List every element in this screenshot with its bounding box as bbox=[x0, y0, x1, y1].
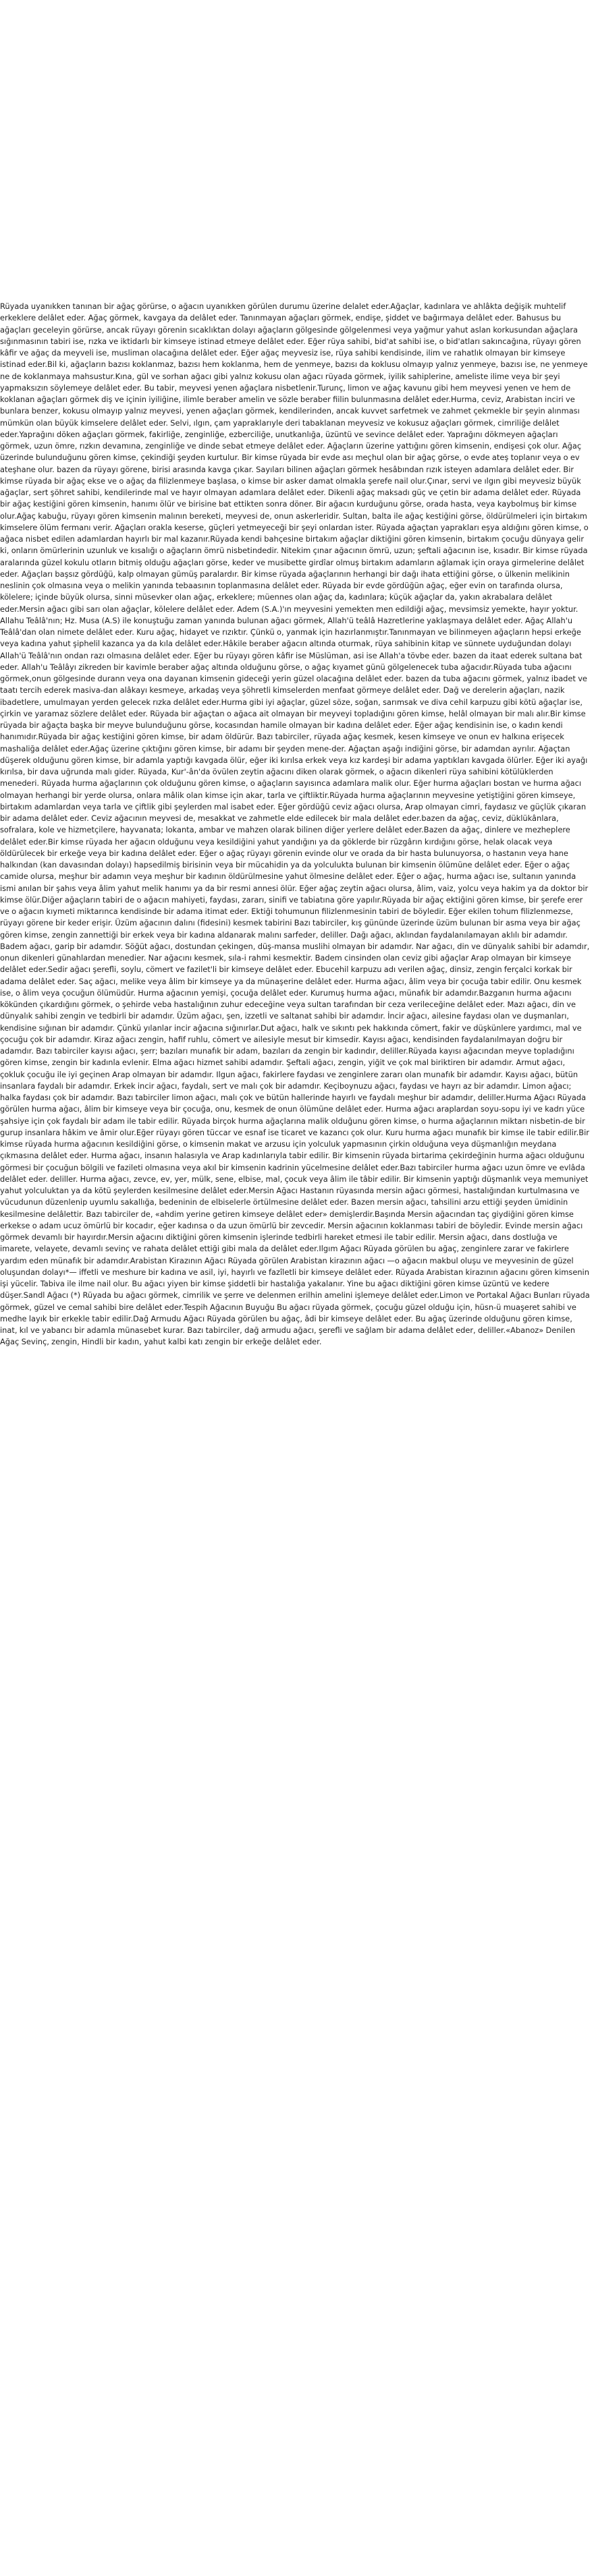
dream-interpretation-article: Rüyada uyanıkken tanınan bir ağaç görürse, o ağacın uyanıkken görülen durumu üzerine delalet eder.Ağaçlar, kadınlara ve ahlâkta değişik muhtelif erkeklere delâlet eder. Ağaç görmek, kavgaya da delâlet eder. Tanınmayan ağaçları görmek, endişe, şiddet ve bağırmaya delâlet eder. Bahusus bu ağaçları geceleyin görürse, ancak rüyayı görenin sıcaklıktan dolayı ağaçların gölgesinde gölgelenmesi veya yağmur yahut aslan korkusundan ağaçlara sığınmasının tabiri ise, rızka ve iktidarlı bir kimseye istinad etmeye delâlet eder. Eğer rüya sahibi, bid'at sahibi ise, o bid'atları sakıncağına, rüyayı gören kâfir ve ağaç da meyveli ise, musliman olacağına delâlet eder. Eğer ağaç meyvesiz ise, rüya sahibi kendisinde, ilim ve rahatlık olmayan bir kimseye istinad eder.Bil ki, ağaçların bazısı koklanmaz, bazısı hem koklanma, hem de yenmeye, bazısı da koklusu olmayıp yalnız yenmeye, bazısı ise, ne yenmeye ne de koklanmaya mahsustur.Kına, gül ve sorhan ağacı gibi yalnız kokusu olan ağacı rüyada görmek, iyilik sahiplerine, ameliste ilime veya bir şeyi yapmaksızın söylemeye delâlet eder. Bu tabir, meyvesi yenen ağaçlara nisbetlenir.Turunç, limon ve ağaç kavunu gibi hem meyvesi yenen ve hem de koklanan ağaçları görmek diş ve içinin iyiliğine, ilimle beraber amelin ve sözle beraber fiilin bulunmasına delâlet eder.Hurma, ceviz, Arabistan inciri ve bunlara benzer, kokusu olmayıp yalnız meyvesi, yenen ağaçları görmek, kendilerinden, ancak kuvvet sarfetmek ve zahmet çekmekle bir şeyin alınması mümkün olan büyük kimselere delâlet eder. Selvi, ılgın, çam yapraklarıyle deri tabaklanan meyvesiz ve kokusuz ağaçları görmek, cimriliğe delâlet eder.Yaprağını döken ağaçları görmek, fakirliğe, zenginliğe, ezberciliğe, unutkanlığa, üzüntü ve sevince delâlet eder. Yaprağını dökmeyen ağaçları görmek, uzun ömre, rızkın devamına, zenginliğe ve dinde sebat etmeye delâlet eder. Ağaçların üzerine yattığını gören kimsenin, endişesi çok olur. Ağaç üzerinde bulunduğunu gören kimse, çekindiği şeyden kurtulur. Bir kimse rüyada bir evde ası meçhul olan bir ağaç görse, o evde ateş toplanır veya o ev ateşhane olur. bazen da rüyayı görene, birisi arasında kavga çıkar. Sayıları bilinen ağaçları görmek hesâbından rızık isteyen adamlara delâlet eder. Bir kimse rüyada bir ağaç ekse ve o ağaç da filizlenmeye başlasa, o kimse bir asker damat olmakla şerefe nail olur.Çınar, servi ve ılgın gibi meyvesiz büyük ağaçlar, sert şöhret sahibi, kendilerinde mal ve hayır olmayan adamlara delâlet eder. Dikenli ağaç maksadı güç ve çetin bir adama delâlet eder. Rüyada bir ağaç kestiğini gören kimsenin, hanımı ölür ve birisine bat ettikten sonra döner. Bir ağacın kurduğunu görse, orada hasta, veya kaybolmuş bir kimse olur.Ağaç kabuğu, rüyayı gören kimsenin malının bereketi, meyvesi de, onun askerleridir. Sultan, balta ile ağaç kestiğini görse, öldürülmeleri için birtakım kimselere ölüm fermanı verir. Ağaçları orakla keserse, güçleri yetmeyeceği bir şeyi onlardan ister. Rüyada ağaçtan yaprakları eşya aldığını gören kimse, o ağaca nisbet edilen adamlardan hayırlı bir mal kazanır.Rüyada kendi bahçesine birtakım ağaçlar diktiğini gören kimsenin, birtakım çocuğu dünyaya gelir ki, onların ömürlerinin uzunluk ve kısalığı o ağaçların ömrü nisbetindedir. Nitekim çınar ağacının ömrü, uzun; şeftali ağacının ise, kısadır. Bir kimse rüyada aralarında güzel kokulu otların bitmiş olduğu ağaçları görse, keder ve musibette girdîar olmuş birtakım adamların ağlamak için oraya girmelerine delâlet eder. Ağaçları başsız gördüğü, kalp olmayan gümüş paralardır. Bir kimse rüyada ağaçlarının herhangi bir dağı ihata ettiğini görse, o ülkenin melikinin neslinin çok olmasına veya o melikin yanında tebaasının toplanmasına delâlet eder. Rüyada bir evde gördüğün ağaç, eğer evin on tarafında olursa, kölelere; içinde büyük olursa, sinni müsevker olan ağaç, erkeklere; müennes olan ağaç da, kadınlara; küçük ağaçlar da, yakın akrabalara delâlet eder.Mersin ağacı gibi sarı olan ağaçlar, kölelere delâlet eder. Adem (S.A.)'ın meyvesini yemekten men edildiği ağaç, mevsimsiz yemekte, hayır yoktur. Allahu Teâlâ'nın; Hz. Musa (A.S) ile konuştuğu zaman yanında bulunan ağacı görmek, Allah'ü teâlâ Hazretlerine yaklaşmaya delâlet eder. Ağaç Allah'u Teâlâ'dan olan nimete delâlet eder. Kuru ağaç, hidayet ve rızıktır. Çünkü o, yanmak için hazırlanmıştır.Tanınmayan ve bilinmeyen ağaçların hepsi erkeğe veya kadına yahut şiphelil kazanca ya da kıla delâlet eder.Hâkile beraber ağacın altında oturmak, rüya sahibinin kitap ve sünnete uyduğundan dolayı Allah'ü Teâlâ'nın ondan razı olmasına delâlet eder. Eğer bu rüyayı gören kâfir ise Müslüman, asi ise Allah'a tövbe eder. bazen da itaat ederek sultana bat eder. Allah'u Teâlâyı zikreden bir kavimle beraber ağaç altında olduğunu görse, o ağaç kıyamet günü gölgelenecek tuba ağacıdır.Rüyada tuba ağacını görmek,onun gölgesinde durann veya ona dayanan kimsenin gideceği yerin güzel olacağına delâlet eder. bazen da tuba ağacını görmek, yalnız ibadet ve taatı tercih ederek masiva-dan alâkayı kesmeye, arkadaş veya şöhretli kimselerden menfaat görmeye delâlet eder. Dağ ve derelerin ağaçları, nazik ibadetlere, umulmayan yerden gelecek rızka delâlet eder.Hurma gibi iyi ağaçlar, güzel söze, soğan, sarımsak ve diva cehil karpuzu gibi kötü ağaçlar ise, çirkin ve yaramaz sözlere delâlet eder. Rüyada bir ağaçtan o ağaca ait olmayan bir meyveyi topladığını gören kimse, helâl olmayan bir malı alır.Bir kimse rüyada bir ağaçta başka bir meyve bulunduğunu görse, kocasından hamile olmayan bir kadına delâlet eder. Eğer ağaç kendisinin ise, o kadın kendi hanımıdır.Rüyada bir ağaç kestiğini gören kimse, bir adam öldürür. Bazı tabirciler, rüyada ağaç kesmek, kesen kimseye ve onun ev halkına erişecek mashaliğa delâlet eder.Ağaç üzerine çıktığını gören kimse, bir adamı bir şeyden mene-der. Ağaçtan aşağı indiğini görse, bir adamdan ayrılır. Ağaçtan düşerek olduğunu gören kimse, bir adamla yaptığı kavgada ölür, eğer iki kırılsa erkek veya kız kardeşi bir adama yaptıkları kavgada ölürler. Eğer iki ayağı kırılsa, bir dava uğrunda malı gider. Rüyada, Kur'-ân'da övülen zeytin ağacını diken olarak görmek, o ağacın dikenleri rüya sahibini kötülüklerden menederi. Rüyada hurma ağaçlarının çok olduğunu gören kimse, o ağaçların sayısınca adamlara malik olur. Eğer hurma ağaçları bostan ve hurma ağacı olmayan herhangi bir yerde olursa, onlara mâlik olan kimse için akar, tarla ve çiftliktir.Rüyada hurma ağaçlarının meyvesine yetiştiğini gören kimseye, birtakım adamlardan veya tarla ve çiftlik gibi şeylerden mal isabet eder. Eğer gördüğü ceviz ağacı olursa, Arap olmayan cimri, faydasız ve güçlük çıkaran bir adama delâlet eder. Ceviz ağacının meyvesi de, mesakkat ve zahmetle elde edilecek bir mala delâlet eder.bazen da ağaç, ceviz, düklükânlara, sofralara, kole ve hizmetçilere, hayvanata; lokanta, ambar ve mahzen olarak bilinen diğer yerlere delâlet eder.Bazen da ağaç, dinlere ve mezheplere delâlet eder.Bir kimse rüyada her ağacın olduğunu veya kesildiğini yahut yandığını ya da göklerde bir rüzgârın kırdığını görse, helak olacak veya öldürülecek bir erkeğe veya bir kadına delâlet eder. Eğer o ağaç rüyayı görenin evinde olur ve orada da bir hasta bulunuyorsa, o hastanın veya hane halkından (kan davasından dolayı) hapsedilmiş birisinin veya bir mücahidin ya da yolculukta bulunan bir kimsenin ölümüne delâlet eder. Eğer o ağaç camide olursa, meşhur bir adamın veya meşhur bir kadının öldürülmesine yahut ölmesine delâlet eder. Eğer o ağaç, hurma ağacı ise, sultanın yanında ismi anılan bir şahıs veya âlim yahut melik hanımı ya da bir resmi annesi ölür. Eğer ağaç zeytin ağacı olursa, âlim, vaiz, yolcu veya hakim ya da doktor bir kimse ölür.Diğer ağaçların tabiri de o ağacın mahiyeti, faydası, zararı, sinifi ve tabiatına göre yapılır.Rüyada bir ağaç ektiğini gören kimse, bir şerefe erer ve o ağacın kıymeti miktarınca kendisinde bir adama itimat eder. Ektiği tohumunun filizlenmesinin tabiri de böyledir. Eğer ekilen tohum filizlenmezse, rüyayı görene bir keder erişir. Üzüm ağacının dalını (fidesini) kesmek tabirini Bazı tabirciler, kış gününde üzerinde üzüm bulunan bir asma veya bir ağaç gören kimse, zengin zannettiği bir erkek veya bir kadına aldanarak malını sarfeder, deliller. Dağı ağacı, aklından faydalanılamayan aklılı bir adamdır. Badem ağacı, garip bir adamdır. Söğüt ağacı, dostundan çekingen, düş-mansa muslihi olmayan bir adamdır. Nar ağacı, din ve dünyalık sahibi bir adamdır, onun dikenleri günahlardan menedier. Nar ağacını kesmek, sıla-i rahmi kesmektir. Badem cinsinden olan ceviz gibi ağaçlar Arap olmayan bir kimseye delâlet eder.Sedir ağacı şerefli, soylu, cömert ve fazilet'li bir kimseye delâlet eder. Ebucehil karpuzu adı verilen ağaç, dinsiz, zengin ferçalci korkak bir adama delâlet eder. Saç ağacı, melike veya âlim bir kimseye ya da münaşerine delâlet eder. Hurma ağacı, âlim veya bir çocuğa tabir edilir. Onu kesmek ise, o âlim veya çocuğun ölümüdür. Hurma ağacının yemişi, çocuğa delâlet eder. Kurumuş hurma ağacı, münafık bir adamdır.Bazganın hurma ağacını kökünden çıkardığını görmek, o şehirde veba hastalığının zuhur edeceğine veya sultan tarafından bir ceza verileceğine delâlet eder. Mazı ağacı, din ve dünyalık sahibi zengin ve tedbirli bir adamdır. Üzüm ağacı, şen, izzetli ve saltanat sahibi bir adamdır. İncir ağacı, ailesine faydası olan ve duşmanları, kendisine sığınan bir adamdır. Çünkü yılanlar incir ağacına sığınırlar.Dut ağacı, halk ve sıkıntı pek hakkında cömert, fakir ve düşkünlere yardımcı, mal ve çocuğu çok bir adamdır. Kiraz ağacı zengin, hafif ruhlu, cömert ve ailesiyle mesut bir kimsedir. Kayısı ağacı, kendisinden faydalanılmayan doğru bir adamdır. Bazı tabirciler kayısı ağacı, şerr; bazıları munafık bir adam, bazıları da zengin bir kadındır, deliller.Rüyada kayısı ağacından meyve topladığını gören kimse, zengin bir kadınla evlenir. Elma ağacı hizmet sahibi adamdır. Şeftali ağacı, zengin, yiğit ve çok mal biriktiren bir adamdır. Armut ağacı, çokluk çocuğu ile iyi geçinen Arap olmayan bir adamdır. Ilgun ağacı, fakirlere faydası ve zenginlere zararı olan munafık bir adamdır. Kayısı ağacı, bütün insanlara faydalı bir adamdır. Erkek incir ağacı, faydalı, sert ve malı çok bir adamdır. Keçiboynuzu ağacı, faydası ve hayrı az bir adamdır. Limon ağacı; halka faydası çok bir adamdır. Bazı tabirciler limon ağacı, malı çok ve bütün hallerinde hayırlı ve faydalı meşhur bir adamdır, deliller.Hurma Ağacı Rüyada görülen hurma ağacı, âlim bir kimseye veya bir çocuğa, onu, kesmek de onun ölümüne delâlet eder. Hurma ağacı araplardan soyu-sopu iyi ve kadrı yüce şahsiye için çok faydalı bir adam ile tabir edilir. Rüyada birçok hurma ağaçlarına malik olduğunu gören kimse, o hurma ağaçlarının miktarı nisbetin-de bir gurup insanlara hâkim ve âmir olur.Eğer rüyayı gören tüccar ve esnaf ise ticaret ve kazancı çok olur. Kuru hurma ağacı munafık bir kimse ile tabir edilir.Bir kimse rüyada hurma ağacının kesildiğini görse, o kimsenin makat ve arzusu için yolculuk yapmasının çirkin olduğuna veya düşmanlığın meydana çıkmasına delâlet eder. Hurma ağacı, insanın halasıyla ve Arap kadınlarıyla tabir edilir. Bir kimsenin rüyada birtarima çekirdeğinin hurma ağacı olduğunu görmesi bir çocuğun bölgili ve fazileti olmasına veya akıl bir kimsenin kadrinin yücelmesine delâlet eder.Bazı tabirciler hurma ağacı uzun ömre ve evlâda delâlet eder. deliller. Hurma ağacı, zevce, ev, yer, mülk, sene, elbise, mal, çocuk veya âlim ile tâbir edilir. Bir kimsenin yaptığı düşmanlık veya memuniyet yahut yolculuktan ya da kötü şeylerden kesilmesine delâlet eder.Mersin Ağacı Hastanın rüyasında mersin ağacı görmesi, hastalığından kurtulmasına ve vücudunun düzenlenip uyumlu sakallığa, bedeninin de elbiselerle örtülmesine delâlet eder. Bazen mersin ağacı, tahsilini arzu ettiği şeyden ümidinin kesilmesine delâlettir. Bazı tabirciler de, «ahdim yerine getiren kimseye delâlet eder» demişlerdir.Başında Mersin ağacından taç giydiğini gören kimse erkekse o adam ucuz ömürlü bir kocadır, eğer kadınsa o da uzun ömürlü bir zevcedir. Mersin ağacının koklanması tabiri de böyledir. Evinde mersin ağacı görmek devamlı bir hayırdır.Mersin ağacını diktiğini gören kimsenin işlerinde tedbirli hareket etmesi ile tabir edilir. Mersin ağacı, dans dostluğa ve imarete, velayete, devamlı sevinç ve rahata delâlet ettiği gibi mala da delâlet eder.Ilgım Ağacı Rüyada görülen bu ağaç, zenginlere zarar ve fakirlere yardım eden münafık bir adamdır.Arabistan Kirazının Ağacı Rüyada görülen Arabistan kirazının ağacı —o ağacın makbul oluşu ve meyvesinin de güzel oluşundan dolayı*— iffetli ve meshure bir kadına ve asil, iyi, hayırlı ve fazîletli bir kimseye delâlet eder. Rüyada Arabistan kirazının ağacını gören kimsenin işi yücelir. Tabiva ile ilme nail olur. Bu ağacı yiyen bir kimse şiddetli bir hastalığa yakalanır. Yine bu ağacı diktiğini gören kimse üzüntü ve kedere düşer.Sandl Ağacı (*) Rüyada bu ağacı görmek, cimrilik ve şerre ve delenmen erilhin amelini işlemeye delâlet eder.Limon ve Portakal Ağacı Bunları rüyada görmek, güzel ve cemal sahibi bire delâlet eder.Tespih Ağacının Buyuğu Bu ağacı rüyada görmek, çocuğu güzel olduğu için, hüsn-ü muaşeret sahibi ve medhe layık bir erkekle tabir edilir.Dağ Armudu Ağacı Rüyada görülen bu ağaç, âdi bir kimseye delâlet eder. Bu ağaç üzerinde olduğunu gören kimse, inat, kıl ve yabancı bir adamla münasebet kurar. Bazı tabirciler, dağ armudu ağacı, şerefli ve sağlam bir adama delâlet eder, deliller.«Abanoz» Denilen Ağaç Sevinç, zengin, Hindli bir kadın, yahut kalbi katı zengin bir erkeğe delâlet eder. bbox=[0, 302, 590, 1347]
